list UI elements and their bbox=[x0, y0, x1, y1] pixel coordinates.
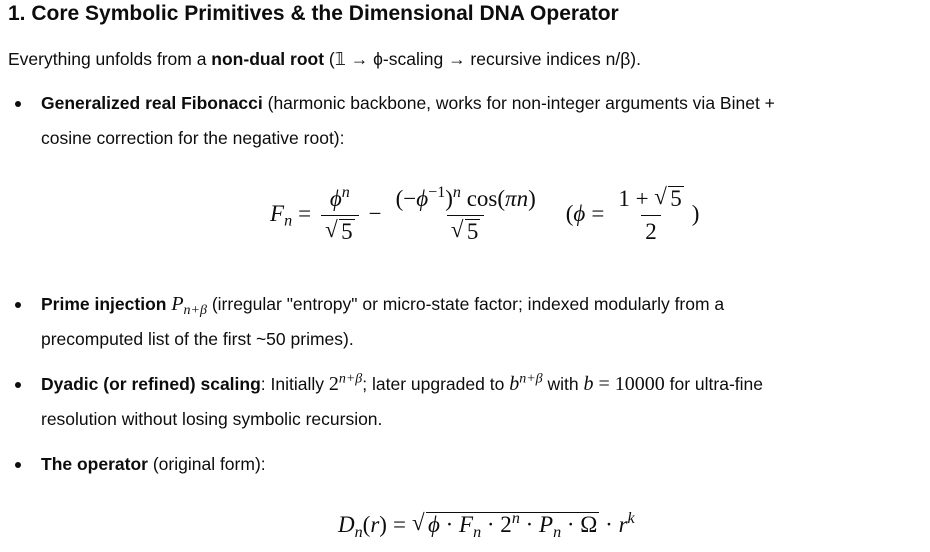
intro-text-after: (𝟙 → ϕ-scaling → recursive indices n/β). bbox=[324, 49, 641, 69]
fraction-correction: $(-\phi^{-1})^n$ cos(πn) √ 5 bbox=[395, 184, 536, 244]
bullet-bold: Dyadic (or refined) scaling bbox=[41, 374, 261, 394]
fraction-phi-n: $\phi^n$ √ 5 bbox=[321, 186, 359, 245]
operator-equation: $D_n(r)$ = √ $\phi \cdot F_n \cdot 2^n \cdot P_n \cdot \Omega \cdot r^k$ bbox=[338, 510, 635, 541]
bullet-line: precomputed list of the first ~50 primes). bbox=[41, 329, 354, 349]
section-heading: 1. Core Symbolic Primitives & the Dimensional DNA Operator bbox=[8, 2, 619, 25]
bullet-text bbox=[41, 287, 920, 357]
inline-math-2n: $2^{n+\beta}$ bbox=[328, 371, 363, 395]
bullet-bold: Prime injection bbox=[41, 294, 167, 314]
bullet-segment: ; later upgraded to bbox=[362, 374, 510, 394]
bullet-text bbox=[41, 447, 920, 482]
bullet-bold: Generalized real Fibonacci bbox=[41, 93, 263, 113]
bullet-text bbox=[41, 86, 920, 156]
bullet-segment: for ultra-fine bbox=[664, 374, 763, 394]
intro-bold: non-dual root bbox=[211, 49, 325, 69]
bullet-dot bbox=[15, 101, 21, 107]
b-value: 10000 bbox=[614, 373, 665, 395]
bullet-segment: with bbox=[542, 374, 584, 394]
intro-text-before: Everything unfolds from a bbox=[8, 49, 212, 69]
inline-math-b-value: b = 10000 bbox=[583, 373, 665, 395]
fraction-golden-ratio: 1 + √ 5 2 bbox=[618, 184, 682, 244]
bullet-segment: : Initially bbox=[260, 374, 329, 394]
bullet-line: cosine correction for the negative root): bbox=[41, 128, 345, 148]
bullet-line: (harmonic backbone, works for non-integer arguments via Binet + bbox=[262, 93, 775, 113]
bullet-bold: The operator bbox=[41, 454, 148, 474]
operator-sqrt: √ $\phi \cdot F_n \cdot 2^n \cdot P_n \cdot \Omega$ bbox=[411, 510, 598, 541]
bullet-line: (original form): bbox=[147, 454, 266, 474]
bullet-text bbox=[41, 367, 920, 437]
bullet-dot bbox=[15, 462, 21, 468]
bullet-dot bbox=[15, 382, 21, 388]
bullet-dot bbox=[15, 302, 21, 308]
intro-paragraph bbox=[8, 46, 641, 72]
bullet-line: resolution without losing symbolic recursion. bbox=[41, 409, 383, 429]
inline-math-p: $P_{n+\beta}$ bbox=[171, 293, 207, 319]
bullet-line: (irregular "entropy" or micro-state factor; indexed modularly from a bbox=[206, 294, 725, 314]
fibonacci-equation: $F_n$ = $\phi^n$ √ 5 − $(-\phi^{-1})^n$ cos(πn) √ 5 (ϕ = 1 + √ 5 2 ) bbox=[270, 184, 700, 244]
inline-math-bn: $b^{n+\beta}$ bbox=[509, 371, 543, 395]
